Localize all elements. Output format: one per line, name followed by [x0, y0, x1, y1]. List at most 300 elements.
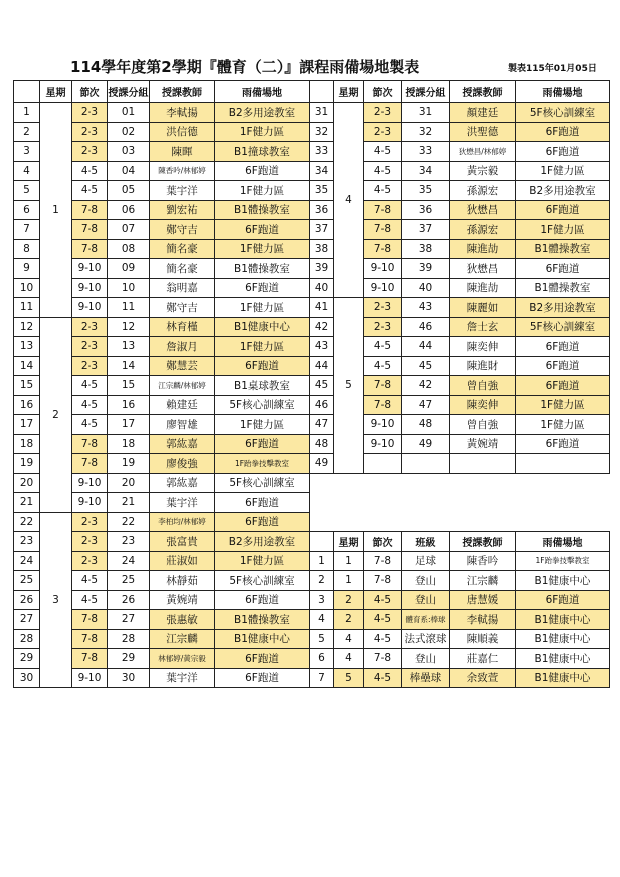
venue-cell: 1F健力區	[516, 415, 610, 435]
subtable-column-header: 雨備場地	[516, 532, 610, 552]
venue-cell: B2多用途教室	[215, 103, 310, 123]
row-number: 6	[14, 200, 40, 220]
venue-cell: 6F跑道	[215, 161, 310, 181]
column-header: 節次	[72, 81, 108, 103]
row-number: 13	[14, 337, 40, 357]
subtable-row-number: 5	[310, 629, 334, 649]
teacher-cell: 李軾揚	[150, 103, 215, 123]
subtable-weekday: 1	[334, 571, 364, 591]
venue-cell: 6F跑道	[215, 512, 310, 532]
venue-cell: 6F跑道	[516, 142, 610, 162]
teacher-cell	[516, 454, 610, 474]
teacher-cell: 鄭守吉	[150, 220, 215, 240]
subtable-teacher: 余致萱	[450, 668, 516, 688]
group-cell: 23	[108, 532, 150, 552]
venue-cell: B2多用途教室	[516, 298, 610, 318]
subtable-weekday: 5	[334, 668, 364, 688]
group-cell: 16	[108, 395, 150, 415]
teacher-cell: 劉宏祐	[150, 200, 215, 220]
teacher-cell: 張富貴	[150, 532, 215, 552]
venue-cell: 6F跑道	[516, 356, 610, 376]
table-row	[14, 376, 610, 396]
subtable-period: 7-8	[364, 551, 402, 571]
venue-cell: 6F跑道	[516, 434, 610, 454]
table-row	[14, 122, 610, 142]
venue-cell: 1F健力區	[215, 298, 310, 318]
period-cell: 2-3	[72, 551, 108, 571]
venue-cell: 5F核心訓練室	[215, 571, 310, 591]
subtable-title	[310, 512, 610, 532]
teacher-cell: 陳進劼	[450, 278, 516, 298]
period-cell: 4-5	[364, 161, 402, 181]
table-row	[14, 512, 610, 532]
table-row	[14, 454, 610, 474]
row-number: 35	[310, 181, 334, 201]
subtable-venue: B1健康中心	[516, 610, 610, 630]
venue-cell: 1F健力區	[516, 161, 610, 181]
venue-cell: 1F健力區	[215, 181, 310, 201]
period-cell: 4-5	[364, 356, 402, 376]
group-cell: 40	[402, 278, 450, 298]
venue-cell: 6F跑道	[215, 356, 310, 376]
subtable-venue: 6F跑道	[516, 590, 610, 610]
period-cell: 9-10	[364, 434, 402, 454]
table-row	[14, 298, 610, 318]
teacher-cell: 曾自強	[450, 415, 516, 435]
row-number: 1	[14, 103, 40, 123]
period-cell: 2-3	[364, 317, 402, 337]
table-row	[14, 181, 610, 201]
period-cell: 4-5	[72, 571, 108, 591]
group-cell: 22	[108, 512, 150, 532]
row-number: 22	[14, 512, 40, 532]
period-cell: 7-8	[72, 610, 108, 630]
subtable-weekday: 1	[334, 551, 364, 571]
period-cell: 4-5	[364, 142, 402, 162]
weekday-cell: 1	[40, 103, 72, 318]
row-number: 31	[310, 103, 334, 123]
subtable-teacher: 唐慧媛	[450, 590, 516, 610]
row-number: 3	[14, 142, 40, 162]
venue-cell: 6F跑道	[516, 337, 610, 357]
table-row	[14, 551, 610, 571]
subtable-period: 4-5	[364, 668, 402, 688]
row-number: 30	[14, 668, 40, 688]
group-cell: 35	[402, 181, 450, 201]
venue-cell: B1撞球教室	[215, 142, 310, 162]
group-cell: 19	[108, 454, 150, 474]
period-cell: 4-5	[72, 376, 108, 396]
row-number: 7	[14, 220, 40, 240]
table-row	[14, 142, 610, 162]
group-cell: 47	[402, 395, 450, 415]
venue-cell: 6F跑道	[215, 278, 310, 298]
subtable-row-number: 6	[310, 649, 334, 669]
group-cell: 32	[402, 122, 450, 142]
row-number: 38	[310, 239, 334, 259]
subtable-venue: B1健康中心	[516, 571, 610, 591]
venue-cell: 1F健力區	[215, 239, 310, 259]
group-cell: 44	[402, 337, 450, 357]
header-row	[14, 81, 610, 103]
table-row	[14, 532, 610, 552]
row-number: 8	[14, 239, 40, 259]
venue-cell: 1F健力區	[516, 395, 610, 415]
venue-cell: 6F跑道	[516, 122, 610, 142]
venue-cell: 5F核心訓練室	[215, 473, 310, 493]
period-cell: 4-5	[72, 181, 108, 201]
teacher-cell: 張惠敏	[150, 610, 215, 630]
period-cell: 9-10	[364, 415, 402, 435]
subtable-teacher: 江宗麟	[450, 571, 516, 591]
group-cell: 45	[402, 356, 450, 376]
subtable-column-header: 班級	[402, 532, 450, 552]
teacher-cell: 廖智雄	[150, 415, 215, 435]
group-cell: 07	[108, 220, 150, 240]
row-number: 10	[14, 278, 40, 298]
teacher-cell: 簡名豪	[150, 259, 215, 279]
row-number: 26	[14, 590, 40, 610]
period-cell: 2-3	[364, 298, 402, 318]
table-row	[14, 161, 610, 181]
group-cell: 06	[108, 200, 150, 220]
subtable-period: 4-5	[364, 610, 402, 630]
teacher-cell: 陳奕伸	[450, 337, 516, 357]
period-cell: 2-3	[72, 512, 108, 532]
venue-cell: 1F健力區	[215, 551, 310, 571]
teacher-cell: 洪信德	[150, 122, 215, 142]
period-cell: 7-8	[364, 220, 402, 240]
group-cell	[450, 454, 516, 474]
teacher-cell: 黃宗毅	[450, 161, 516, 181]
row-number: 12	[14, 317, 40, 337]
subtable-column-header: 星期	[334, 532, 364, 552]
row-number: 25	[14, 571, 40, 591]
subtable-class: 足球	[402, 551, 450, 571]
table-row	[14, 571, 610, 591]
row-number: 42	[310, 317, 334, 337]
row-number: 43	[310, 337, 334, 357]
table-row	[14, 668, 610, 688]
teacher-cell: 林郁婷/黃宗毅	[150, 649, 215, 669]
group-cell: 36	[402, 200, 450, 220]
teacher-cell: 葉宇洋	[150, 493, 215, 513]
table-row	[14, 317, 610, 337]
row-number: 14	[14, 356, 40, 376]
schedule-table	[13, 80, 610, 688]
period-cell: 7-8	[72, 434, 108, 454]
row-number: 11	[14, 298, 40, 318]
subtable-period: 7-8	[364, 571, 402, 591]
period-cell: 2-3	[72, 337, 108, 357]
row-number: 36	[310, 200, 334, 220]
row-number: 21	[14, 493, 40, 513]
period-cell: 4-5	[72, 590, 108, 610]
row-number: 16	[14, 395, 40, 415]
row-number: 24	[14, 551, 40, 571]
header-no-right	[310, 81, 334, 103]
period-cell: 7-8	[364, 239, 402, 259]
issue-date: 製表115年01月05日	[508, 64, 597, 74]
row-number: 2	[14, 122, 40, 142]
teacher-cell: 顏建廷	[450, 103, 516, 123]
venue-cell: B2多用途教室	[516, 181, 610, 201]
period-cell: 9-10	[72, 473, 108, 493]
subtable-row-number: 3	[310, 590, 334, 610]
row-number: 41	[310, 298, 334, 318]
group-cell: 28	[108, 629, 150, 649]
table-row	[14, 590, 610, 610]
period-cell: 7-8	[72, 239, 108, 259]
column-header: 授課教師	[450, 81, 516, 103]
teacher-cell: 鄭守吉	[150, 298, 215, 318]
weekday-cell: 4	[334, 103, 364, 298]
row-number: 19	[14, 454, 40, 474]
table-row	[14, 629, 610, 649]
teacher-cell: 廖俊強	[150, 454, 215, 474]
venue-cell: 5F核心訓練室	[215, 395, 310, 415]
group-cell: 13	[108, 337, 150, 357]
table-row	[14, 103, 610, 123]
venue-cell: 1F健力區	[516, 220, 610, 240]
teacher-cell: 黃婉靖	[150, 590, 215, 610]
subtable-teacher: 李軾揚	[450, 610, 516, 630]
period-cell: 7-8	[72, 200, 108, 220]
row-number: 47	[310, 415, 334, 435]
row-number: 15	[14, 376, 40, 396]
subtable-column-header: 節次	[364, 532, 402, 552]
column-header: 授課分組	[402, 81, 450, 103]
subtable-class: 登山	[402, 590, 450, 610]
group-cell: 05	[108, 181, 150, 201]
teacher-cell: 李柏均/林郁婷	[150, 512, 215, 532]
group-cell: 46	[402, 317, 450, 337]
group-cell: 09	[108, 259, 150, 279]
table-row	[14, 278, 610, 298]
teacher-cell: 詹淑月	[150, 337, 215, 357]
subtable-row-number: 4	[310, 610, 334, 630]
group-cell: 39	[402, 259, 450, 279]
row-number: 46	[310, 395, 334, 415]
teacher-cell: 陳麗如	[450, 298, 516, 318]
row-number: 28	[14, 629, 40, 649]
teacher-cell: 孫源宏	[450, 181, 516, 201]
row-number: 5	[14, 181, 40, 201]
group-cell: 49	[402, 434, 450, 454]
venue-cell: B1體操教室	[215, 259, 310, 279]
venue-cell: B1體操教室	[215, 200, 310, 220]
subtable-weekday: 2	[334, 610, 364, 630]
group-cell: 33	[402, 142, 450, 162]
period-cell: 9-10	[72, 493, 108, 513]
row-number: 49	[310, 454, 334, 474]
venue-cell: 5F核心訓練室	[516, 317, 610, 337]
table-row	[14, 337, 610, 357]
subtable-weekday: 4	[334, 649, 364, 669]
subtable-class: 法式滾球	[402, 629, 450, 649]
period-cell: 2-3	[364, 122, 402, 142]
teacher-cell: 郭紘嘉	[150, 473, 215, 493]
row-number: 27	[14, 610, 40, 630]
period-cell: 4-5	[72, 415, 108, 435]
teacher-cell: 林育槿	[150, 317, 215, 337]
venue-cell: 6F跑道	[215, 220, 310, 240]
group-cell: 02	[108, 122, 150, 142]
subtable-row-number: 2	[310, 571, 334, 591]
table-row	[14, 415, 610, 435]
venue-cell: B1體操教室	[516, 239, 610, 259]
table-row	[14, 200, 610, 220]
venue-cell: B2多用途教室	[215, 532, 310, 552]
period-cell: 2-3	[72, 356, 108, 376]
subtable-class: 登山	[402, 571, 450, 591]
row-number: 4	[14, 161, 40, 181]
venue-cell: 6F跑道	[516, 200, 610, 220]
teacher-cell: 江宗麟	[150, 629, 215, 649]
group-cell: 11	[108, 298, 150, 318]
teacher-cell: 賴建廷	[150, 395, 215, 415]
subtable-period: 7-8	[364, 649, 402, 669]
row-number: 37	[310, 220, 334, 240]
venue-cell: B1健康中心	[215, 629, 310, 649]
column-header: 雨備場地	[215, 81, 310, 103]
table-row	[14, 395, 610, 415]
period-cell: 7-8	[364, 395, 402, 415]
group-cell: 48	[402, 415, 450, 435]
venue-cell: 6F跑道	[215, 668, 310, 688]
subtable-teacher: 莊嘉仁	[450, 649, 516, 669]
teacher-cell: 葉宇洋	[150, 668, 215, 688]
group-cell: 21	[108, 493, 150, 513]
notice-text	[310, 473, 610, 512]
group-cell: 24	[108, 551, 150, 571]
group-cell: 34	[402, 161, 450, 181]
subtable-weekday: 2	[334, 590, 364, 610]
venue-cell: B1體操教室	[215, 610, 310, 630]
group-cell: 42	[402, 376, 450, 396]
column-header: 星期	[334, 81, 364, 103]
venue-cell: 6F跑道	[516, 376, 610, 396]
teacher-cell: 狄懋昌	[450, 259, 516, 279]
row-number: 40	[310, 278, 334, 298]
group-cell: 17	[108, 415, 150, 435]
group-cell: 38	[402, 239, 450, 259]
subtable-header-no	[310, 532, 334, 552]
venue-cell: B1健康中心	[215, 317, 310, 337]
venue-cell: 1F健力區	[215, 337, 310, 357]
group-cell: 37	[402, 220, 450, 240]
teacher-cell: 洪聖德	[450, 122, 516, 142]
teacher-cell: 江宗麟/林郁婷	[150, 376, 215, 396]
row-number: 29	[14, 649, 40, 669]
table-row	[14, 610, 610, 630]
period-cell: 2-3	[72, 122, 108, 142]
group-cell: 31	[402, 103, 450, 123]
teacher-cell: 莊淑如	[150, 551, 215, 571]
period-cell: 7-8	[72, 649, 108, 669]
table-row	[14, 473, 610, 493]
period-cell: 4-5	[72, 161, 108, 181]
subtable-venue: B1健康中心	[516, 649, 610, 669]
period-cell: 7-8	[364, 200, 402, 220]
period-cell: 9-10	[72, 668, 108, 688]
group-cell: 29	[108, 649, 150, 669]
venue-cell: 5F核心訓練室	[516, 103, 610, 123]
group-cell: 27	[108, 610, 150, 630]
page-title: 114學年度第2學期『體育（二）』課程雨備場地製表	[70, 58, 420, 76]
period-cell: 2-3	[72, 142, 108, 162]
period-cell: 2-3	[72, 103, 108, 123]
period-cell	[402, 454, 450, 474]
row-number: 48	[310, 434, 334, 454]
period-cell: 2-3	[72, 317, 108, 337]
period-cell: 2-3	[364, 103, 402, 123]
subtable-venue: 1F跆拳技擊教室	[516, 551, 610, 571]
table-row	[14, 259, 610, 279]
teacher-cell: 孫源宏	[450, 220, 516, 240]
teacher-cell: 黃婉靖	[450, 434, 516, 454]
subtable-teacher: 陳香吟	[450, 551, 516, 571]
table-row	[14, 220, 610, 240]
row-number: 20	[14, 473, 40, 493]
header-no-left	[14, 81, 40, 103]
period-cell: 7-8	[72, 629, 108, 649]
group-cell: 12	[108, 317, 150, 337]
table-row	[14, 239, 610, 259]
teacher-cell: 葉宇洋	[150, 181, 215, 201]
period-cell: 4-5	[364, 337, 402, 357]
group-cell: 18	[108, 434, 150, 454]
weekday-cell: 5	[334, 298, 364, 474]
group-cell: 04	[108, 161, 150, 181]
venue-cell: 1F跆拳技擊教室	[215, 454, 310, 474]
period-cell: 7-8	[364, 376, 402, 396]
teacher-cell: 簡名豪	[150, 239, 215, 259]
venue-cell: 1F健力區	[215, 122, 310, 142]
row-number: 18	[14, 434, 40, 454]
row-number: 32	[310, 122, 334, 142]
period-cell: 9-10	[72, 278, 108, 298]
teacher-cell: 狄懋昌/林郁婷	[450, 142, 516, 162]
venue-cell: 6F跑道	[215, 493, 310, 513]
group-cell: 10	[108, 278, 150, 298]
subtable-row-number: 7	[310, 668, 334, 688]
table-row	[14, 434, 610, 454]
teacher-cell: 詹士玄	[450, 317, 516, 337]
period-cell: 9-10	[72, 298, 108, 318]
teacher-cell: 翁明嘉	[150, 278, 215, 298]
subtable-class: 登山	[402, 649, 450, 669]
column-header: 授課教師	[150, 81, 215, 103]
teacher-cell: 狄懋昌	[450, 200, 516, 220]
subtable-class: 棒壘球	[402, 668, 450, 688]
weekday-cell: 2	[40, 317, 72, 512]
empty-cell	[364, 454, 402, 474]
group-cell: 20	[108, 473, 150, 493]
row-number: 45	[310, 376, 334, 396]
column-header: 授課分組	[108, 81, 150, 103]
venue-cell: 6F跑道	[516, 259, 610, 279]
period-cell: 9-10	[364, 259, 402, 279]
row-number: 33	[310, 142, 334, 162]
group-cell: 15	[108, 376, 150, 396]
period-cell: 9-10	[364, 278, 402, 298]
subtable-column-header: 授課教師	[450, 532, 516, 552]
venue-cell: B1體操教室	[516, 278, 610, 298]
row-number: 23	[14, 532, 40, 552]
row-number: 17	[14, 415, 40, 435]
period-cell: 7-8	[72, 454, 108, 474]
